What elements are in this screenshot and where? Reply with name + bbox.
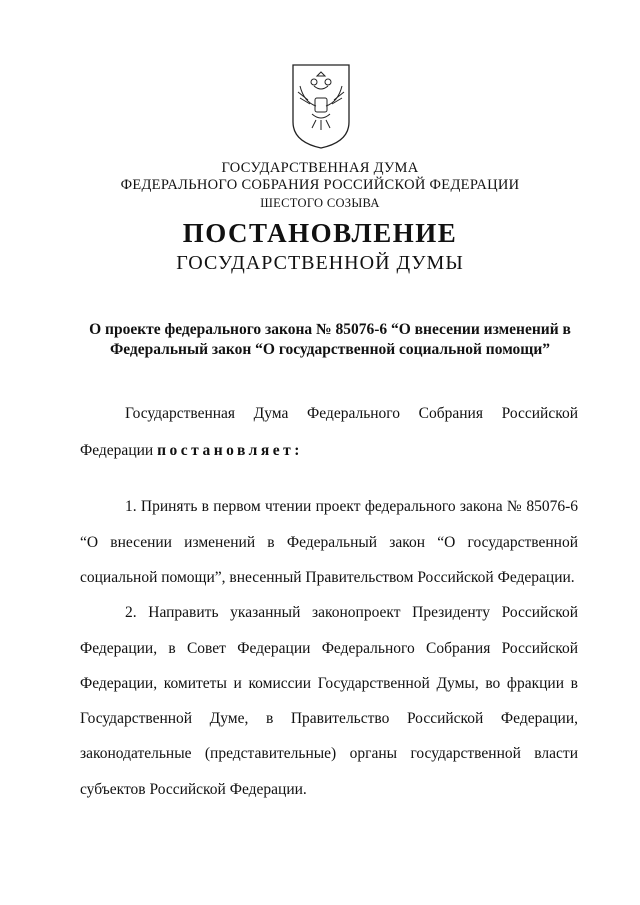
decree-word: постановляет: <box>157 442 303 459</box>
item2-line4: Государственной Думе, в Правительство Российской Федерации, <box>80 710 578 727</box>
subject-heading <box>80 320 580 360</box>
item2-line1: 2. Направить указанный законопроект Президенту Российской <box>125 604 578 621</box>
org-name-line2: ФЕДЕРАЛЬНОГО СОБРАНИЯ РОССИЙСКОЙ ФЕДЕРАЦИИ <box>120 177 520 193</box>
coat-of-arms-icon <box>290 62 352 150</box>
item2-line6: субъектов Российской Федерации. <box>80 781 307 798</box>
subject-line1: О проекте федерального закона № 85076-6 “О внесении изменений в <box>89 321 571 338</box>
item2-line2: Федерации, в Совет Федерации Федерального Собрания Российской <box>80 640 578 657</box>
issuer-title: ГОСУДАРСТВЕННОЙ ДУМЫ <box>176 252 464 274</box>
item2-line3: Федерации, комитеты и комиссии Государственной Думы, во фракции в <box>80 675 578 692</box>
item1-line3: социальной помощи”, внесенный Правительством Российской Федерации. <box>80 569 575 586</box>
intro-line2 <box>80 441 578 461</box>
intro-line1: Государственная Дума Федерального Собрания Российской <box>125 405 578 422</box>
subject-line2: Федеральный закон “О государственной социальной помощи” <box>109 341 551 358</box>
item1-line1: 1. Принять в первом чтении проект федерального закона № 85076-6 <box>125 498 578 515</box>
item2-line5: законодательные (представительные) органы государственной власти <box>80 745 578 762</box>
org-name-line1: ГОСУДАРСТВЕННАЯ ДУМА <box>221 160 419 176</box>
intro-prefix: Федерации <box>80 442 154 459</box>
convocation: ШЕСТОГО СОЗЫВА <box>260 196 380 210</box>
item1-line2: “О внесении изменений в Федеральный закон “О государственной <box>80 534 578 551</box>
document-type-title: ПОСТАНОВЛЕНИЕ <box>182 218 458 248</box>
